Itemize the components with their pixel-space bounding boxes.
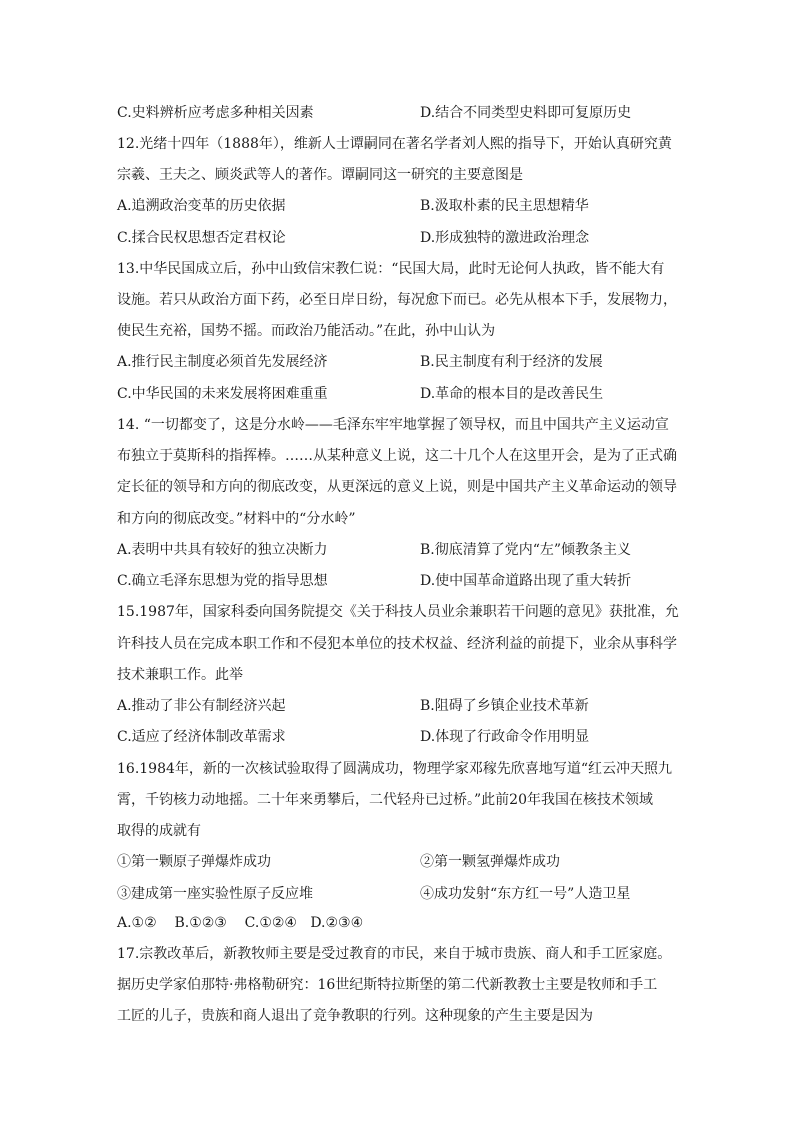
q16-choices: A.①② B.①②③ C.①②④ D.②③④ xyxy=(117,915,364,931)
q15-option-a: A.推动了非公有制经济兴起 xyxy=(117,698,286,714)
q14-stem-line-4: 和方向的彻底改变。”材料中的“分水岭” xyxy=(117,511,356,527)
q14-option-b: B.彻底清算了党内“左”倾教条主义 xyxy=(420,542,632,558)
q12-option-d: D.形成独特的激进政治理念 xyxy=(420,230,590,246)
q13-stem-line-1: 13.中华民国成立后，孙中山致信宋教仁说：“民国大局，此时无论何人执政，皆不能大有 xyxy=(117,261,665,277)
q14-stem-line-3: 定长征的领导和方向的彻底改变，从更深远的意义上说，则是中国共产主义革命运动的领导 xyxy=(117,479,677,495)
q14-stem-line-2: 布独立于莫斯科的指挥棒。……从某种意义上说，这二十几个人在这里开会，是为了正式确 xyxy=(117,448,677,464)
q11-option-d: D.结合不同类型史料即可复原历史 xyxy=(420,105,632,121)
q12-stem-line-2: 宗羲、王夫之、顾炎武等人的著作。谭嗣同这一研究的主要意图是 xyxy=(117,167,523,183)
q12-stem-line-1: 12.光绪十四年（1888年），维新人士谭嗣同在著名学者刘人熙的指导下，开始认真研究黄 xyxy=(117,136,672,152)
q13-option-a: A.推行民主制度必须首先发展经济 xyxy=(117,354,328,370)
q14-option-c: C.确立毛泽东思想为党的指导思想 xyxy=(117,573,328,589)
q12-option-a: A.追溯政治变革的历史依据 xyxy=(117,198,286,214)
q11-option-c: C.史料辨析应考虑多种相关因素 xyxy=(117,105,314,121)
q15-option-b: B.阻碍了乡镇企业技术革新 xyxy=(420,698,589,714)
q14-stem-line-1: 14. “一切都变了，这是分水岭——毛泽东牢牢地掌握了领导权，而且中国共产主义运动宣 xyxy=(117,417,669,433)
q14-option-d: D.使中国革命道路出现了重大转折 xyxy=(420,573,632,589)
q12-option-b: B.汲取朴素的民主思想精华 xyxy=(420,198,589,214)
q13-option-d: D.革命的根本目的是改善民生 xyxy=(420,386,604,402)
q17-stem-line-2: 据历史学家伯那特·弗格勒研究：16世纪斯特拉斯堡的第二代新教教士主要是牧师和手工 xyxy=(117,977,658,993)
q13-stem-line-3: 使民生充裕，国势不摇。而政治乃能活动。”在此，孙中山认为 xyxy=(117,323,496,339)
q16-stem-line-1: 16.1984年，新的一次核试验取得了圆满成功，物理学家邓稼先欣喜地写道“红云冲天照九 xyxy=(117,761,673,777)
q15-stem-line-2: 许科技人员在完成本职工作和不侵犯本单位的技术权益、经济利益的前提下，业余从事科学 xyxy=(117,636,677,652)
q15-option-d: D.体现了行政命令作用明显 xyxy=(420,729,590,745)
q14-option-a: A.表明中共具有较好的独立决断力 xyxy=(117,542,328,558)
q13-option-c: C.中华民国的未来发展将困难重重 xyxy=(117,386,328,402)
q12-option-c: C.揉合民权思想否定君权论 xyxy=(117,230,286,246)
q16-stem-line-2: 霄，千钧核力动地摇。二十年来勇攀后，二代轻舟已过桥。”此前20年我国在核技术领域 xyxy=(117,792,653,808)
q17-stem-line-3: 工匠的儿子，贵族和商人退出了竞争教职的行列。这种现象的产生主要是因为 xyxy=(117,1008,593,1024)
q16-stem-line-3: 取得的成就有 xyxy=(117,823,201,839)
q17-stem-line-1: 17.宗教改革后，新教牧师主要是受过教育的市民，来自于城市贵族、商人和手工匠家庭。 xyxy=(117,946,672,962)
q13-option-b: B.民主制度有利于经济的发展 xyxy=(420,354,603,370)
q16-item-2: ②第一颗氢弹爆炸成功 xyxy=(420,854,560,870)
q15-stem-line-3: 技术兼职工作。此举 xyxy=(117,667,243,683)
q16-item-4: ④成功发射“东方红一号”人造卫星 xyxy=(420,886,631,902)
q16-item-3: ③建成第一座实验性原子反应堆 xyxy=(117,886,313,902)
q13-stem-line-2: 设施。若只从政治方面下药，必至日岸日纷，每况愈下而已。必先从根本下手，发展物力， xyxy=(117,292,677,308)
q16-item-1: ①第一颗原子弹爆炸成功 xyxy=(117,854,271,870)
q15-option-c: C.适应了经济体制改革需求 xyxy=(117,729,286,745)
q15-stem-line-1: 15.1987年，国家科委向国务院提交《关于科技人员业余兼职若干问题的意见》获批准，允 xyxy=(117,604,679,620)
